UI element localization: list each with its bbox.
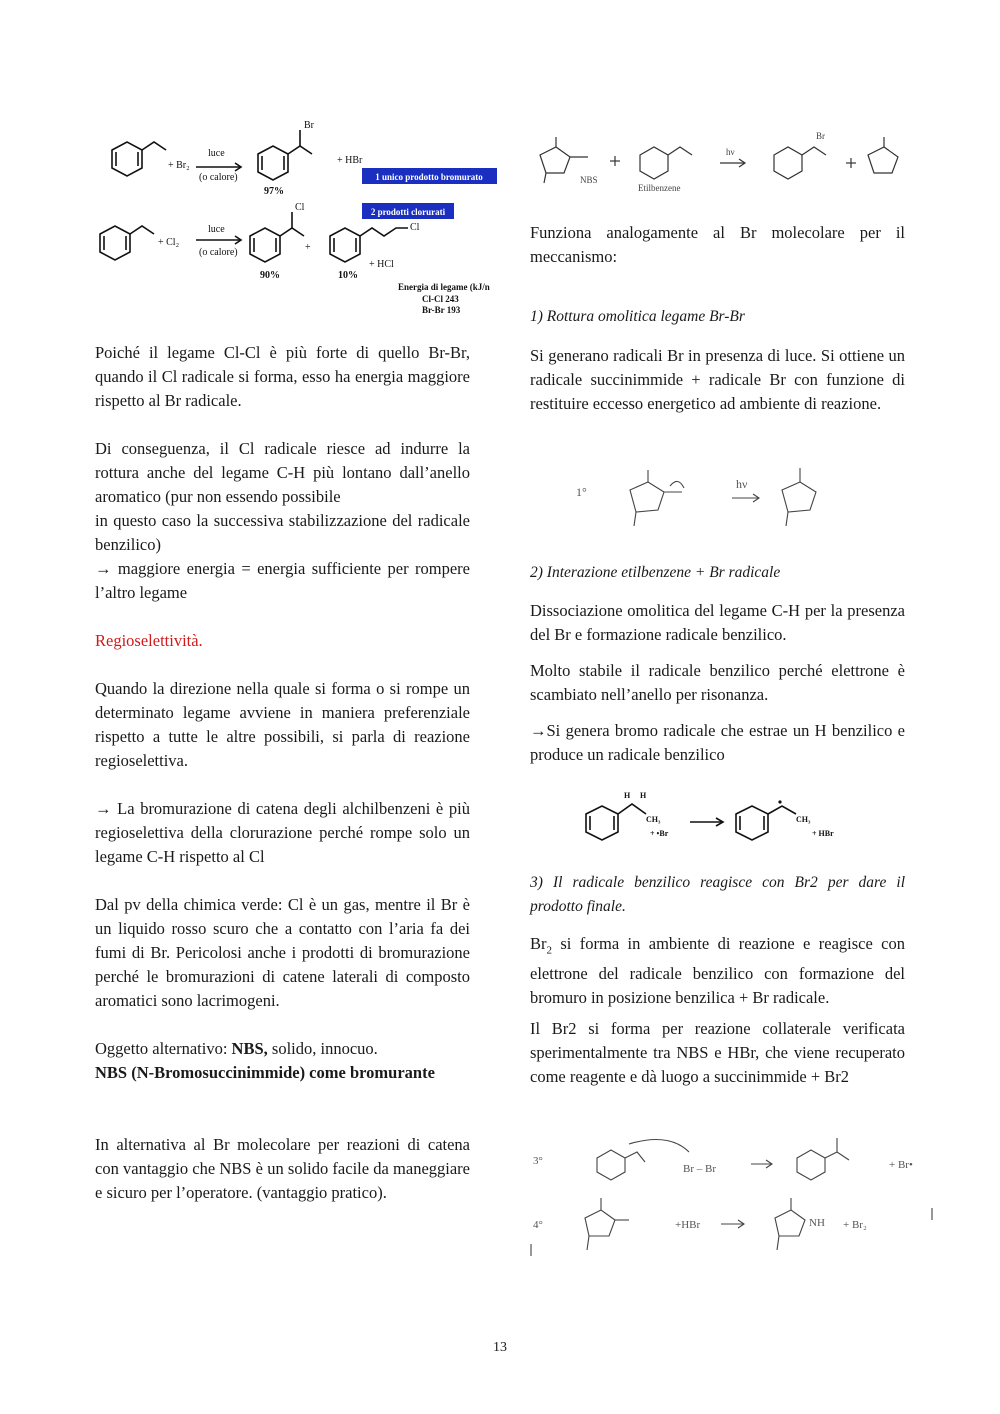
heading-step-2: 2) Interazione etilbenzene + Br radicale <box>530 564 781 581</box>
br2-sub: 2 <box>546 944 552 957</box>
hbr-product: + HBr <box>812 829 834 838</box>
hcl-byproduct: + HCl <box>369 259 394 270</box>
alt-nbs: NBS, <box>231 1039 268 1058</box>
page-number: 13 <box>493 1340 507 1355</box>
nbs-handwritten: NBS <box>580 175 598 185</box>
br2-a: Br <box>530 934 547 953</box>
hv-label: hν <box>726 147 735 157</box>
br-radical: + •Br <box>650 829 669 838</box>
handwritten-steps-3-4 <box>525 1128 940 1258</box>
luce-label-1: luce <box>208 148 225 159</box>
hbr-byproduct: + HBr <box>337 155 363 166</box>
energy-title: Energia di legame (kJ/n <box>398 282 490 292</box>
paragraph-br2-forms <box>530 932 905 1010</box>
br-substituent: Br <box>304 120 314 131</box>
energy-clcl: Cl-Cl 243 <box>422 294 459 304</box>
energy-brbr: Br-Br 193 <box>422 305 461 315</box>
cl2-reagent: + Cl₂ <box>158 237 180 248</box>
handwritten-nbs-reaction <box>530 125 920 200</box>
ch3-label-2: CH₃ <box>796 815 811 824</box>
paragraph-green-chemistry: Dal pv della chimica verde: Cl è un gas, mentre il Br è un liquido rosso scuro che a contatto con l’aria fa dei fumi di Br. Pericolosi anche i prodotti di bromurazione perché le bromurazioni di catene laterali di composto aromatici sono lacrimogeni. <box>95 895 470 1010</box>
alt-suffix: solido, innocuo. <box>267 1039 378 1058</box>
benzylic-radical-scheme <box>580 786 880 848</box>
br2-reagent: + Br₂ <box>168 160 190 171</box>
paragraph-regioselective-def: Quando la direzione nella quale si forma o si rompe un determinato legame avviene in maniera preferenziale rispetto a tutte le altre possibili, si parla di reazione regioselettiva. <box>95 679 470 770</box>
paragraph-br2-collateral: Il Br2 si forma per reazione collaterale verificata sperimentalmente tra NBS e HBr, che viene recuperato come reagente e dà luogo a succinimmide + Br2 <box>530 1019 905 1086</box>
yield-cl-2: 10% <box>338 270 358 281</box>
step-4-label: 4° <box>533 1219 543 1231</box>
yield-cl-1: 90% <box>260 270 280 281</box>
paragraph-step-1: Si generano radicali Br in presenza di luce. Si ottiene un radicale succinimmide + radicale Br con funzione di restituire eccesso energetico ad ambiente di reazione. <box>530 346 905 413</box>
luce-label-2: luce <box>208 224 225 235</box>
paragraph-bromo-radical: →Si genera bromo radicale che estrae un H benzilico e produce un radicale benzilico <box>530 721 905 764</box>
paragraph-stabilization: in questo caso la successiva stabilizzazione del radicale benzilico) <box>95 511 470 554</box>
heading-step-3: 3) Il radicale benzilico reagisce con Br2 per dare il prodotto finale. <box>530 874 905 915</box>
heading-regioselettivita: Regioselettività. <box>95 631 203 650</box>
step-3-label: 3° <box>533 1155 543 1167</box>
badge-clorurati-label: 2 prodotti clorurati <box>370 207 446 217</box>
cond-label-1: (o calore) <box>199 172 238 183</box>
hv-label-step1: hν <box>736 477 748 491</box>
ch3-label-1: CH₃ <box>646 815 661 824</box>
step-1-label: 1° <box>576 485 587 499</box>
cl-substituent-2: Cl <box>410 222 420 233</box>
paragraph-bromination: → La bromurazione di catena degli alchilbenzeni è più regioselettiva della clorurazione perché rompe solo un legame C-H rispetto al Cl <box>95 799 470 866</box>
cl-substituent-1: Cl <box>295 202 305 213</box>
br-br-label: Br – Br <box>683 1163 716 1175</box>
paragraph-dissociation: Dissociazione omolitica del legame C-H per la presenza del Br e formazione radicale benzilico. <box>530 601 905 644</box>
paragraph-stable-radical: Molto stabile il radicale benzilico perché elettrone è scambiato nell’anello per risonanza. <box>530 661 905 704</box>
br-radical-product: + Br• <box>889 1159 913 1171</box>
plus-sign: + <box>305 242 311 253</box>
yield-br: 97% <box>264 186 284 197</box>
reaction-scheme-figure <box>92 112 502 322</box>
hbr-reagent: +HBr <box>675 1219 701 1231</box>
nh-label: NH <box>809 1217 825 1229</box>
handwritten-step-1 <box>570 458 880 543</box>
heading-step-1: 1) Rottura omolitica legame Br-Br <box>530 308 745 325</box>
h-label-2: H <box>640 791 647 800</box>
etilbenzene-label: Etilbenzene <box>638 183 681 193</box>
br2-product: + Br₂ <box>843 1219 867 1231</box>
paragraph-mechanism-intro: Funziona analogamente al Br molecolare per il meccanismo: <box>530 223 905 266</box>
paragraph-cl-radical: Di conseguenza, il Cl radicale riesce ad indurre la rottura anche del legame C-H più lontano dall’anello aromatico (pur non essendo possibile <box>95 439 470 506</box>
paragraph-nbs-advantage: In alternativa al Br molecolare per reazioni di catena con vantaggio che NBS è un solido facile da maneggiare e sicuro per l’operatore. (vantaggio pratico). <box>95 1135 470 1202</box>
paragraph-cl-br-energy: Poiché il legame Cl-Cl è più forte di quello Br-Br, quando il Cl radicale si forma, esso ha energia maggiore rispetto al Br radicale. <box>95 343 470 410</box>
heading-nbs: NBS (N-Bromosuccinimmide) come bromurante <box>95 1063 435 1082</box>
paragraph-alternative <box>95 1037 470 1061</box>
br2-b: si forma in ambiente di reazione e reagisce con elettrone del radicale benzilico con formazione del bromuro in posizione benzilica + Br radicale. <box>530 934 905 1008</box>
alt-prefix: Oggetto alternativo: <box>95 1039 232 1058</box>
h-label-1: H <box>624 791 631 800</box>
br-label: Br <box>816 131 825 141</box>
paragraph-more-energy: → maggiore energia = energia sufficiente per rompere l’altro legame <box>95 559 470 602</box>
badge-bromurato-label: 1 unico prodotto bromurato <box>375 172 483 182</box>
cond-label-2: (o calore) <box>199 247 238 258</box>
